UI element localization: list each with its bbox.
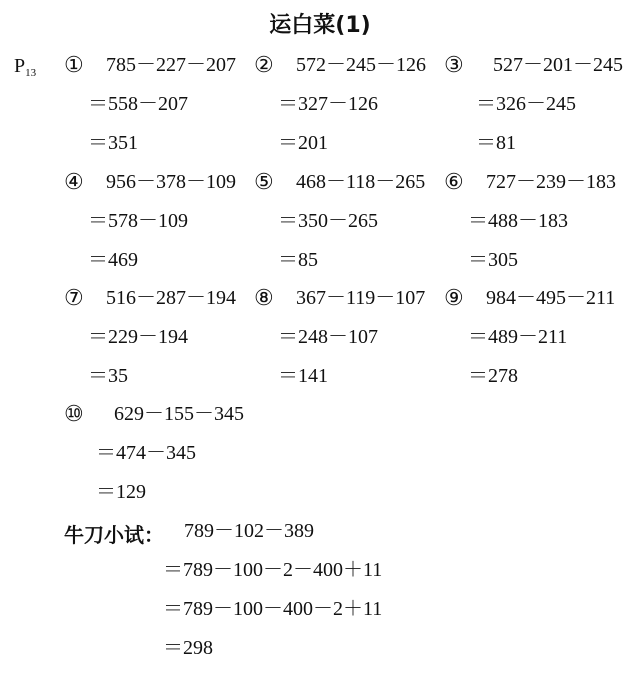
trial-result: ＝298 [163, 637, 213, 659]
page-ref-letter: P [14, 55, 26, 77]
problem-8-number: ⑧ [254, 285, 274, 310]
problem-3-result: ＝81 [476, 132, 516, 154]
problem-9-step: ＝489－211 [468, 326, 568, 348]
problem-10-result: ＝129 [96, 481, 146, 503]
problem-3-step: ＝326－245 [476, 93, 576, 115]
problem-1-result: ＝351 [88, 132, 138, 154]
problem-4-number: ④ [64, 169, 84, 194]
problem-4-step: ＝578－109 [88, 210, 188, 232]
trial-expression: 789－102－389 [184, 520, 314, 542]
problem-2-expression: 572－245－126 [296, 54, 426, 76]
problem-10-expression: 629－155－345 [114, 403, 244, 425]
problem-9-number: ⑨ [444, 285, 464, 310]
problem-3-expression: 527－201－245 [493, 54, 623, 76]
problem-6-expression: 727－239－183 [486, 171, 616, 193]
problem-9-expression: 984－495－211 [486, 287, 616, 309]
problem-6-result: ＝305 [468, 249, 518, 271]
problem-7-result: ＝35 [88, 365, 128, 387]
problem-1-expression: 785－227－207 [106, 54, 236, 76]
problem-1-step: ＝558－207 [88, 93, 188, 115]
problem-4-result: ＝469 [88, 249, 138, 271]
page-reference [14, 55, 36, 79]
problem-7-number: ⑦ [64, 285, 84, 310]
trial-step-1: ＝789－100－2－400＋11 [163, 559, 383, 581]
problem-10-number: ⑩ [64, 401, 84, 426]
problem-5-expression: 468－118－265 [296, 171, 426, 193]
trial-label: 牛刀小试： [64, 523, 164, 547]
problem-10-step: ＝474－345 [96, 442, 196, 464]
problem-5-result: ＝85 [278, 249, 318, 271]
problem-5-step: ＝350－265 [278, 210, 378, 232]
problem-8-result: ＝141 [278, 365, 328, 387]
page-title: 运白菜(1) [269, 13, 371, 38]
problem-7-expression: 516－287－194 [106, 287, 236, 309]
problem-8-expression: 367－119－107 [296, 287, 426, 309]
problem-6-step: ＝488－183 [468, 210, 568, 232]
problem-2-result: ＝201 [278, 132, 328, 154]
problem-2-number: ② [254, 52, 274, 77]
problem-3-number: ③ [444, 52, 464, 77]
problem-7-step: ＝229－194 [88, 326, 188, 348]
problem-6-number: ⑥ [444, 169, 464, 194]
problem-8-step: ＝248－107 [278, 326, 378, 348]
problem-1-number: ① [64, 52, 84, 77]
trial-step-2: ＝789－100－400－2＋11 [163, 598, 383, 620]
problem-4-expression: 956－378－109 [106, 171, 236, 193]
problem-5-number: ⑤ [254, 169, 274, 194]
problem-2-step: ＝327－126 [278, 93, 378, 115]
problem-9-result: ＝278 [468, 365, 518, 387]
page-ref-number: 13 [25, 67, 37, 79]
